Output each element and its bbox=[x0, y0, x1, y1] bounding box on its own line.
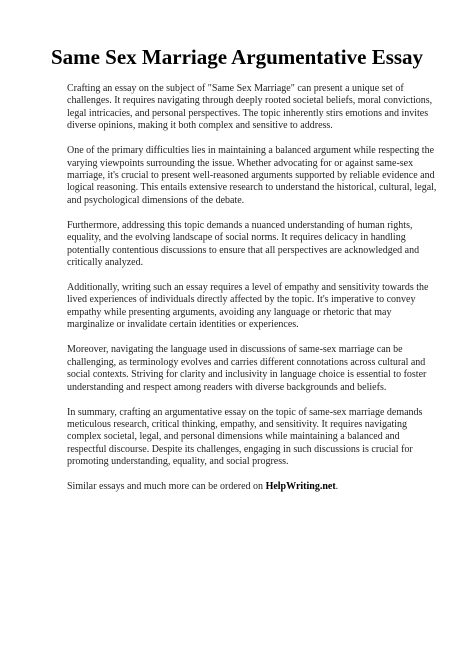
paragraph-language: Moreover, navigating the language used in discussions of same-sex marriage can be challenging, as terminology evolves and carries different connotations across cultural and social contexts. Striving for clarity and inclusivity in language choice is essential to foster understanding and respect among readers with diverse backgrounds and beliefs. bbox=[67, 344, 427, 393]
closing-line bbox=[67, 481, 439, 493]
document-title: Same Sex Marriage Argumentative Essay bbox=[50, 45, 424, 69]
document-body bbox=[67, 83, 439, 506]
closing-prefix: Similar essays and much more can be ordered on bbox=[67, 481, 266, 493]
helpwriting-link[interactable]: HelpWriting.net bbox=[265, 481, 336, 493]
paragraph-intro: Crafting an essay on the subject of "Same Sex Marriage" can present a unique set of challenges. It requires navigating through deeply rooted societal beliefs, moral convictions, legal intricacies, and personal perspectives. The topic inherently stirs emotions and invites diverse opinions, making it both complex and sensitive to address. bbox=[67, 83, 433, 132]
paragraph-human-rights: Furthermore, addressing this topic demands a nuanced understanding of human rights, equality, and the evolving landscape of social norms. It requires delicacy in handling potentially contentious discussions to ensure that all perspectives are acknowledged and critically analyzed. bbox=[67, 219, 420, 269]
paragraph-difficulties: One of the primary difficulties lies in maintaining a balanced argument while respecting the varying viewpoints surrounding the issue. Whether advocating for or against same-sex marriage, it's crucial to present well-reasoned arguments supported by reliable evidence and logical reasoning. This entails extensive research to understand the historical, cultural, legal, and psychological dimensions of the debate. bbox=[67, 145, 437, 206]
paragraph-empathy: Additionally, writing such an essay requires a level of empathy and sensitivity towards the lived experiences of individuals directly affected by the topic. It's imperative to convey empathy while presenting arguments, avoiding any language or rhetoric that may marginalize or invalidate certain identities or experiences. bbox=[67, 282, 429, 331]
closing-suffix: . bbox=[335, 481, 339, 493]
paragraph-summary: In summary, crafting an argumentative essay on the topic of same-sex marriage demands meticulous research, critical thinking, empathy, and sensitivity. It requires navigating complex societal, legal, and personal dimensions while maintaining a balanced and respectful discourse. Despite its challenges, engaging in such discussions is crucial for promoting understanding, equality, and social progress. bbox=[67, 406, 423, 468]
